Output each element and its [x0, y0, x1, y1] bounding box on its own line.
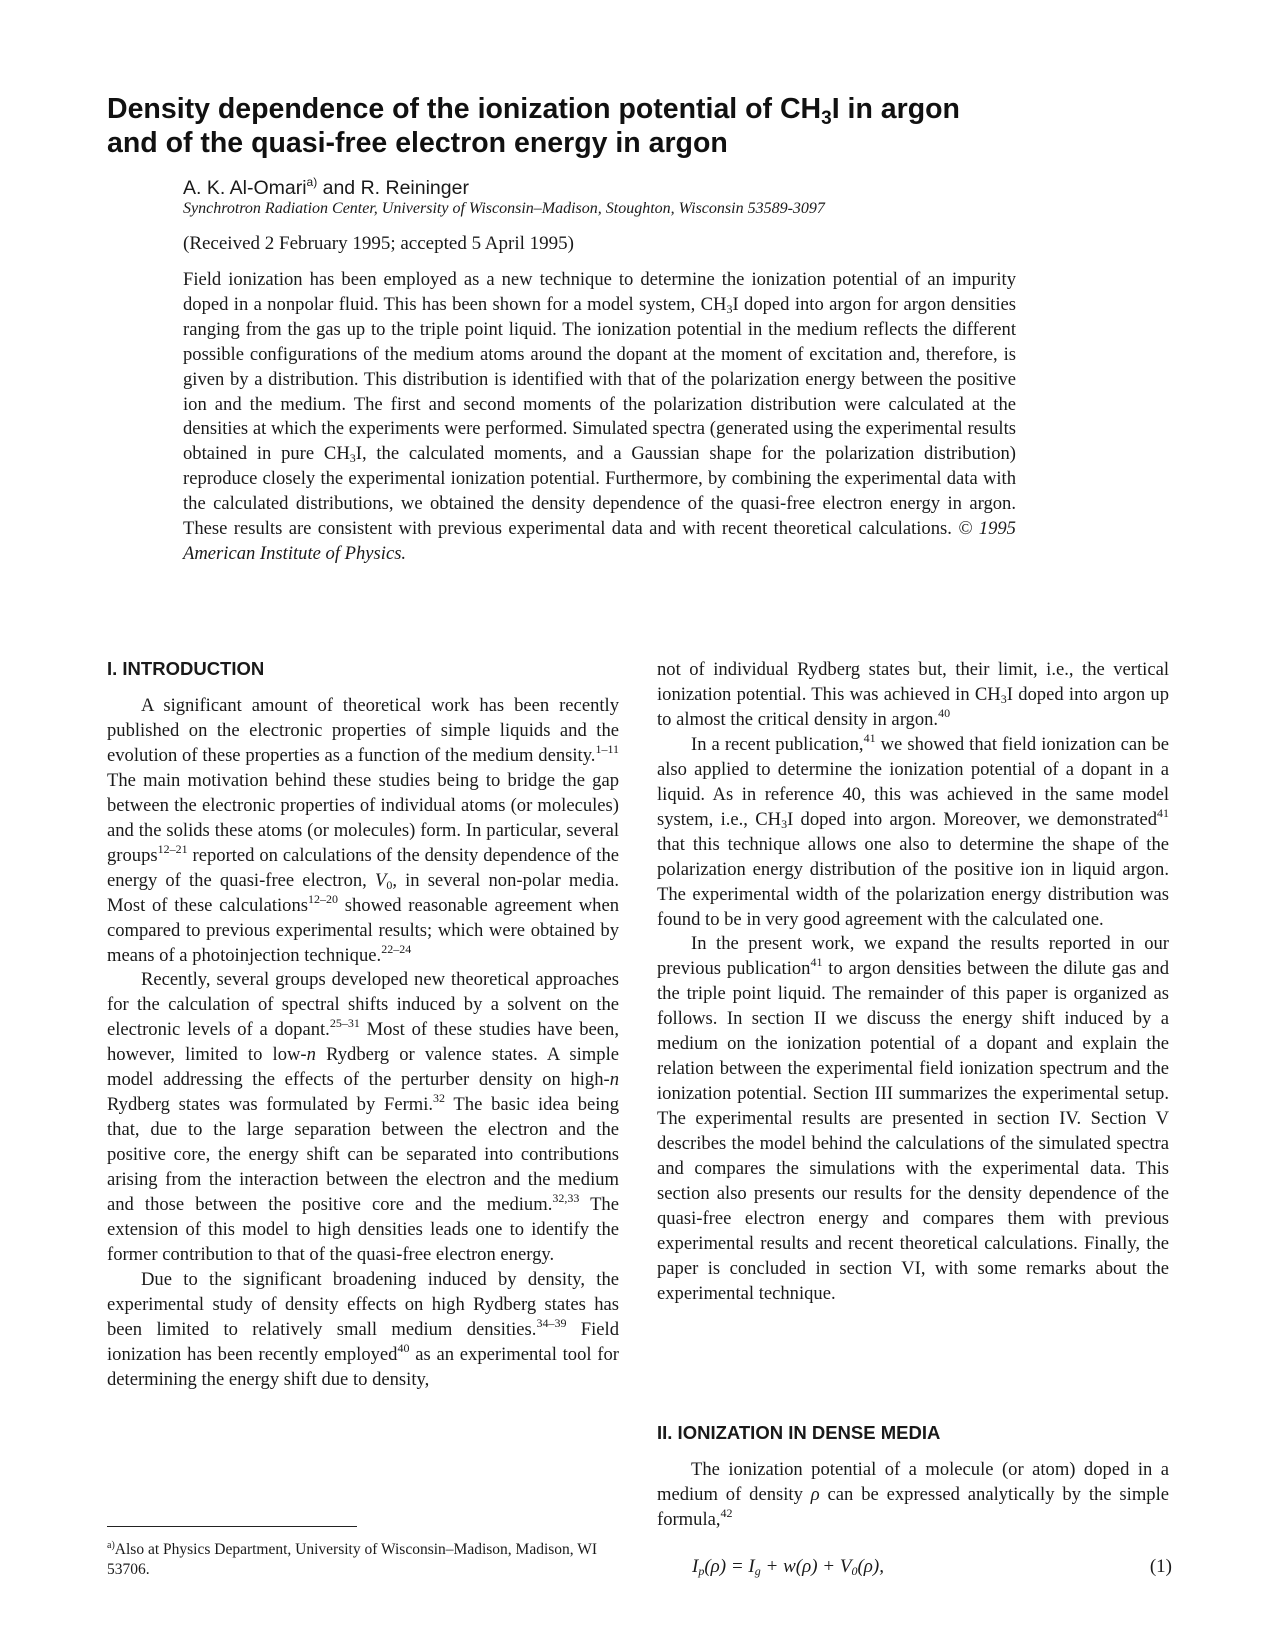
section-heading-introduction: I. INTRODUCTION: [107, 658, 265, 679]
paper-title: [107, 92, 1067, 160]
title-line2: and of the quasi-free electron energy in argon: [107, 127, 728, 159]
equation-number: (1): [1149, 1556, 1172, 1577]
paragraph: not of individual Rydberg states but, their limit, i.e., the vertical ionization potential. This was achieved in $CH_3I$ doped into argon up to almost the critical density in argon.$^{40}$: [657, 659, 1169, 730]
title-subscript: 3: [821, 108, 832, 129]
received-dates: (Received 2 February 1995; accepted 5 April 1995): [183, 233, 574, 254]
right-column: [657, 658, 1169, 1307]
author-1: A. K. Al-Omari: [183, 177, 307, 199]
author-2: and R. Reininger: [317, 177, 469, 199]
paragraph: In a recent publication,$^{41}$ we showed that field ionization can be also applied to determine the ionization potential of a dopant in a liquid. As in reference 40, this was achieved in the same model system, i.e., $CH_3I$ doped into argon. Moreover, we demonstrated$^{41}$ that this technique allows one also to determine the shape of the polarization energy distribution of the positive ion in liquid argon. The experimental width of the polarization energy distribution was found to be in very good agreement with the calculated one.: [657, 730, 1169, 930]
footnote-mark: a): [107, 1540, 115, 1551]
title-line1: Density dependence of the ionization potential of CH: [107, 93, 822, 125]
authors: [183, 176, 469, 200]
equation-1: $I_p(\rho) = I_g + w(\rho) + V_0(\rho)$, (1): [692, 1556, 1172, 1578]
section-heading-ionization: II. IONIZATION IN DENSE MEDIA: [657, 1422, 941, 1443]
affiliation: Synchrotron Radiation Center, University of Wisconsin–Madison, Stoughton, Wisconsin 53589-3097: [183, 200, 825, 217]
footnote-divider: [107, 1526, 357, 1527]
copyright: © 1995 American Institute of Physics.: [183, 518, 1016, 564]
footnote-text: Also at Physics Department, University of Wisconsin–Madison, Madison, WI 53706.: [107, 1541, 598, 1578]
paragraph: Due to the significant broadening induced by density, the experimental study of density effects on high Rydberg states has been limited to relatively small medium densities.$^{34-39}$ Field ionization has been recently employed$^{40}$ as an experimental tool for determining the energy shift due to density,: [107, 1268, 620, 1390]
author-footnote-mark: a): [306, 175, 318, 189]
title-line1-end: I in argon: [831, 93, 960, 125]
paragraph: In the present work, we expand the results reported in our previous publication$^{41}$ to argon densities between the dilute gas and the triple point liquid. The remainder of this paper is organized as follows. In section II we discuss the energy shift induced by a medium on the ionization potential of a dopant and explain the relation between the experimental field ionization spectrum and the ionization potential. Section III summarizes the experimental setup. The experimental results are presented in section IV. Section V describes the model behind the calculations of the simulated spectra and compares the simulations with the experimental data. This section also presents our results for the density dependence of the quasi-free electron energy and compares them with previous experimental results and recent theoretical calculations. Finally, the paper is concluded in section VI, with some remarks about the experimental technique.: [657, 933, 1169, 1304]
paragraph: Recently, several groups developed new theoretical approaches for the calculation of spectral shifts induced by a solvent on the electronic levels of a dopant.$^{25-31}$ Most of these studies have been, however, limited to low-n Rydberg or valence states. A simple model addressing the effects of the perturber density on high-n Rydberg states was formulated by Fermi.$^{32}$ The basic idea being that, due to the large separation between the electron and the positive core, the energy shift can be separated into contributions arising from the interaction between the electron and the medium and those between the positive core and the medium.$^{32,33}$ The extension of this model to high densities leads one to identify the former contribution to that of the quasi-free electron energy.: [107, 969, 619, 1265]
paragraph: A significant amount of theoretical work has been recently published on the electronic properties of simple liquids and the evolution of these properties as a function of the medium density.$^{1-11}$ The main motivation behind these studies being to bridge the gap between the electronic properties of individual atoms (or molecules) and the solids these atoms (or molecules) form. In particular, several groups$^{12-21}$ reported on calculations of the density dependence of the energy of the quasi-free electron, $V_0$, in several non-polar media. Most of these calculations$^{12-20}$ showed reasonable agreement when compared to previous experimental results; which were obtained by means of a photoinjection technique.$^{22-24}$: [107, 695, 619, 966]
left-column: [107, 694, 619, 1393]
footnote: [107, 1540, 622, 1580]
paragraph: The ionization potential of a molecule (or atom) doped in a medium of density ρ can be expressed analytically by the simple formula,$^{42}$: [657, 1459, 1169, 1530]
abstract: Field ionization has been employed as a new technique to determine the ionization potential of an impurity doped in a nonpolar fluid. This has been shown for a model system, $CH_3I$ doped into argon for argon densities ranging from the gas up to the triple point liquid. The ionization potential in the medium reflects the different possible configurations of the medium atoms around the dopant at the moment of excitation and, therefore, is given by a distribution. This distribution is identified with that of the polarization energy between the positive ion and the medium. The first and second moments of the polarization distribution were calculated at the densities at which the experiments were performed. Simulated spectra (generated using the experimental results obtained in pure $CH_3I$, the calculated moments, and a Gaussian shape for the polarization distribution) reproduce closely the experimental ionization potential. Furthermore, by combining the experimental data with the calculated distributions, we obtained the density dependence of the quasi-free electron energy in argon. These results are consistent with previous experimental data and with recent theoretical calculations. © 1995 American Institute of Physics.: [183, 269, 1016, 564]
